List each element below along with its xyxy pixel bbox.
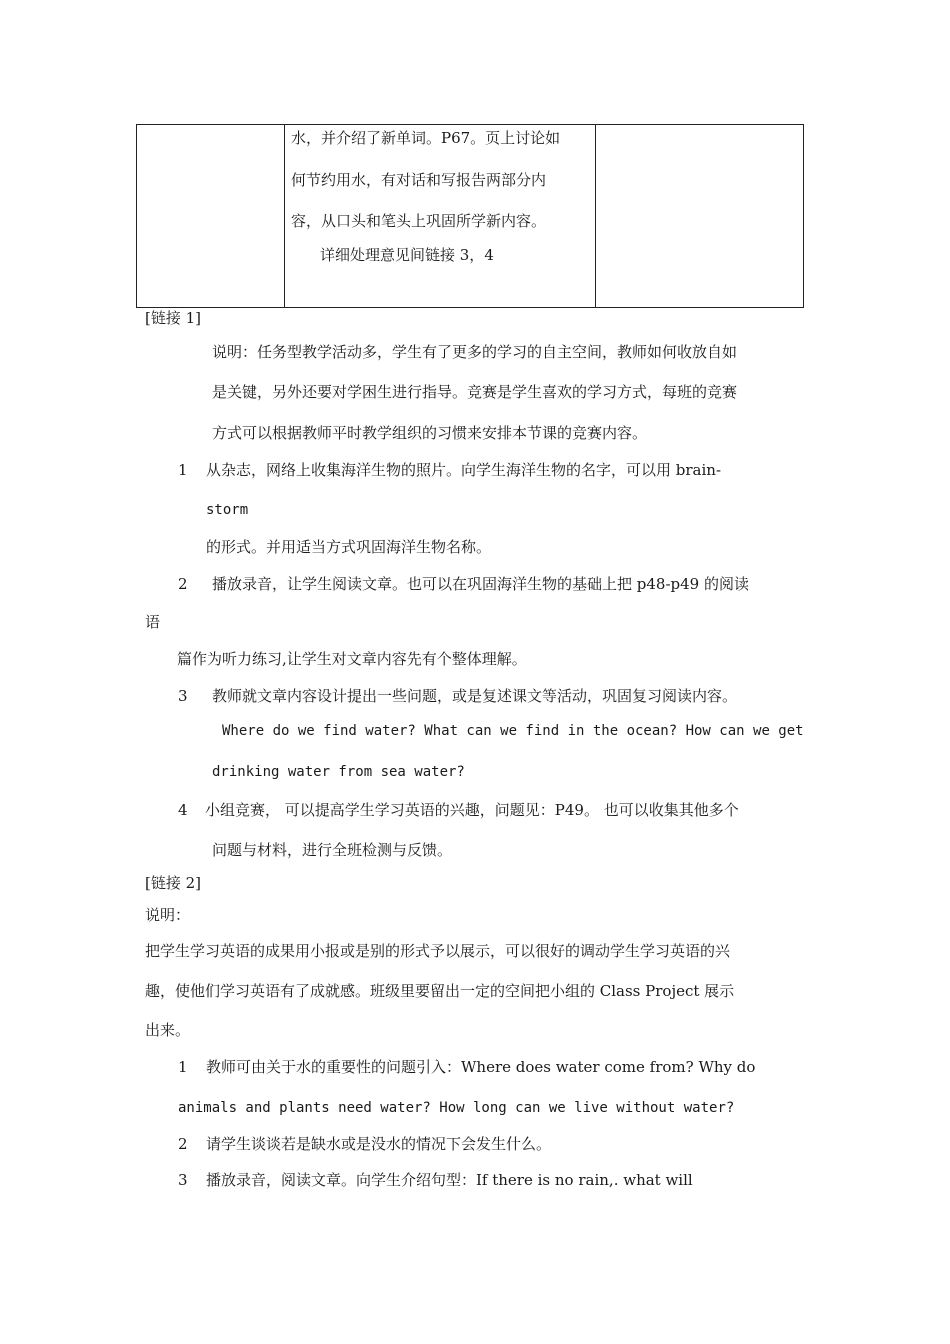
list-item-line: 从杂志，网络上收集海洋生物的照片。向学生海洋生物的名字，可以用 brain- [206, 461, 722, 479]
list-item-line: Where do we find water? What can we find in the ocean? How can we get [222, 723, 804, 739]
list-item-number: 1 [178, 461, 188, 479]
list-item-line: 播放录音，让学生阅读文章。也可以在巩固海洋生物的基础上把 p48-p49 的阅读 [212, 575, 749, 593]
paragraph-line: 趣，使他们学习英语有了成就感。班级里要留出一定的空间把小组的 Class Project 展示 [145, 982, 735, 1000]
list-item-number: 2 [178, 1135, 188, 1153]
list-item-line: 的形式。并用适当方式巩固海洋生物名称。 [206, 538, 492, 556]
table-column-divider-2 [595, 125, 596, 307]
list-item-line: drinking water from sea water? [212, 764, 465, 780]
list-item-number: 4 [178, 801, 188, 819]
list-item-line: 播放录音，阅读文章。向学生介绍句型：If there is no rain,. what will [206, 1171, 693, 1189]
paragraph-line: 把学生学习英语的成果用小报或是别的形式予以展示，可以很好的调动学生学习英语的兴 [145, 942, 731, 960]
table-cell-line: 容，从口头和笔头上巩固所学新内容。 [291, 212, 547, 230]
list-item-line: 语 [145, 613, 161, 631]
list-item-line: animals and plants need water? How long can we live without water? [178, 1100, 735, 1116]
list-item-line: 篇作为听力练习,让学生对文章内容先有个整体理解。 [177, 650, 527, 668]
table-cell-line: 详细处理意见间链接 3，4 [320, 246, 494, 264]
list-item-line: storm [206, 502, 249, 518]
list-item-number: 2 [178, 575, 188, 593]
list-item-number: 3 [178, 687, 188, 705]
list-item-line: 小组竞赛， 可以提高学生学习英语的兴趣，问题见：P49。 也可以收集其他多个 [205, 801, 739, 819]
paragraph-line: 说明：任务型教学活动多，学生有了更多的学习的自主空间，教师如何收放自如 [212, 343, 738, 361]
list-item-number: 3 [178, 1171, 188, 1189]
paragraph-line: 出来。 [145, 1021, 191, 1039]
link1-heading: [链接 1] [145, 309, 202, 327]
list-item-line: 教师就文章内容设计提出一些问题，或是复述课文等活动，巩固复习阅读内容。 [212, 687, 738, 705]
list-item-line: 教师可由关于水的重要性的问题引入：Where does water come from? Why do [206, 1058, 756, 1076]
paragraph-line: 方式可以根据教师平时教学组织的习惯来安排本节课的竞赛内容。 [212, 424, 648, 442]
list-item-number: 1 [178, 1058, 188, 1076]
table-column-divider-1 [284, 125, 285, 307]
table-cell-line: 水，并介绍了新单词。P67。页上讨论如 [291, 129, 561, 147]
table-cell-line: 何节约用水，有对话和写报告两部分内 [291, 171, 547, 189]
paragraph-line: 是关键，另外还要对学困生进行指导。竞赛是学生喜欢的学习方式，每班的竞赛 [212, 383, 738, 401]
list-item-line: 问题与材料，进行全班检测与反馈。 [212, 841, 453, 859]
note-label: 说明： [145, 906, 191, 924]
list-item-line: 请学生谈谈若是缺水或是没水的情况下会发生什么。 [206, 1135, 552, 1153]
link2-heading: [链接 2] [145, 874, 202, 892]
